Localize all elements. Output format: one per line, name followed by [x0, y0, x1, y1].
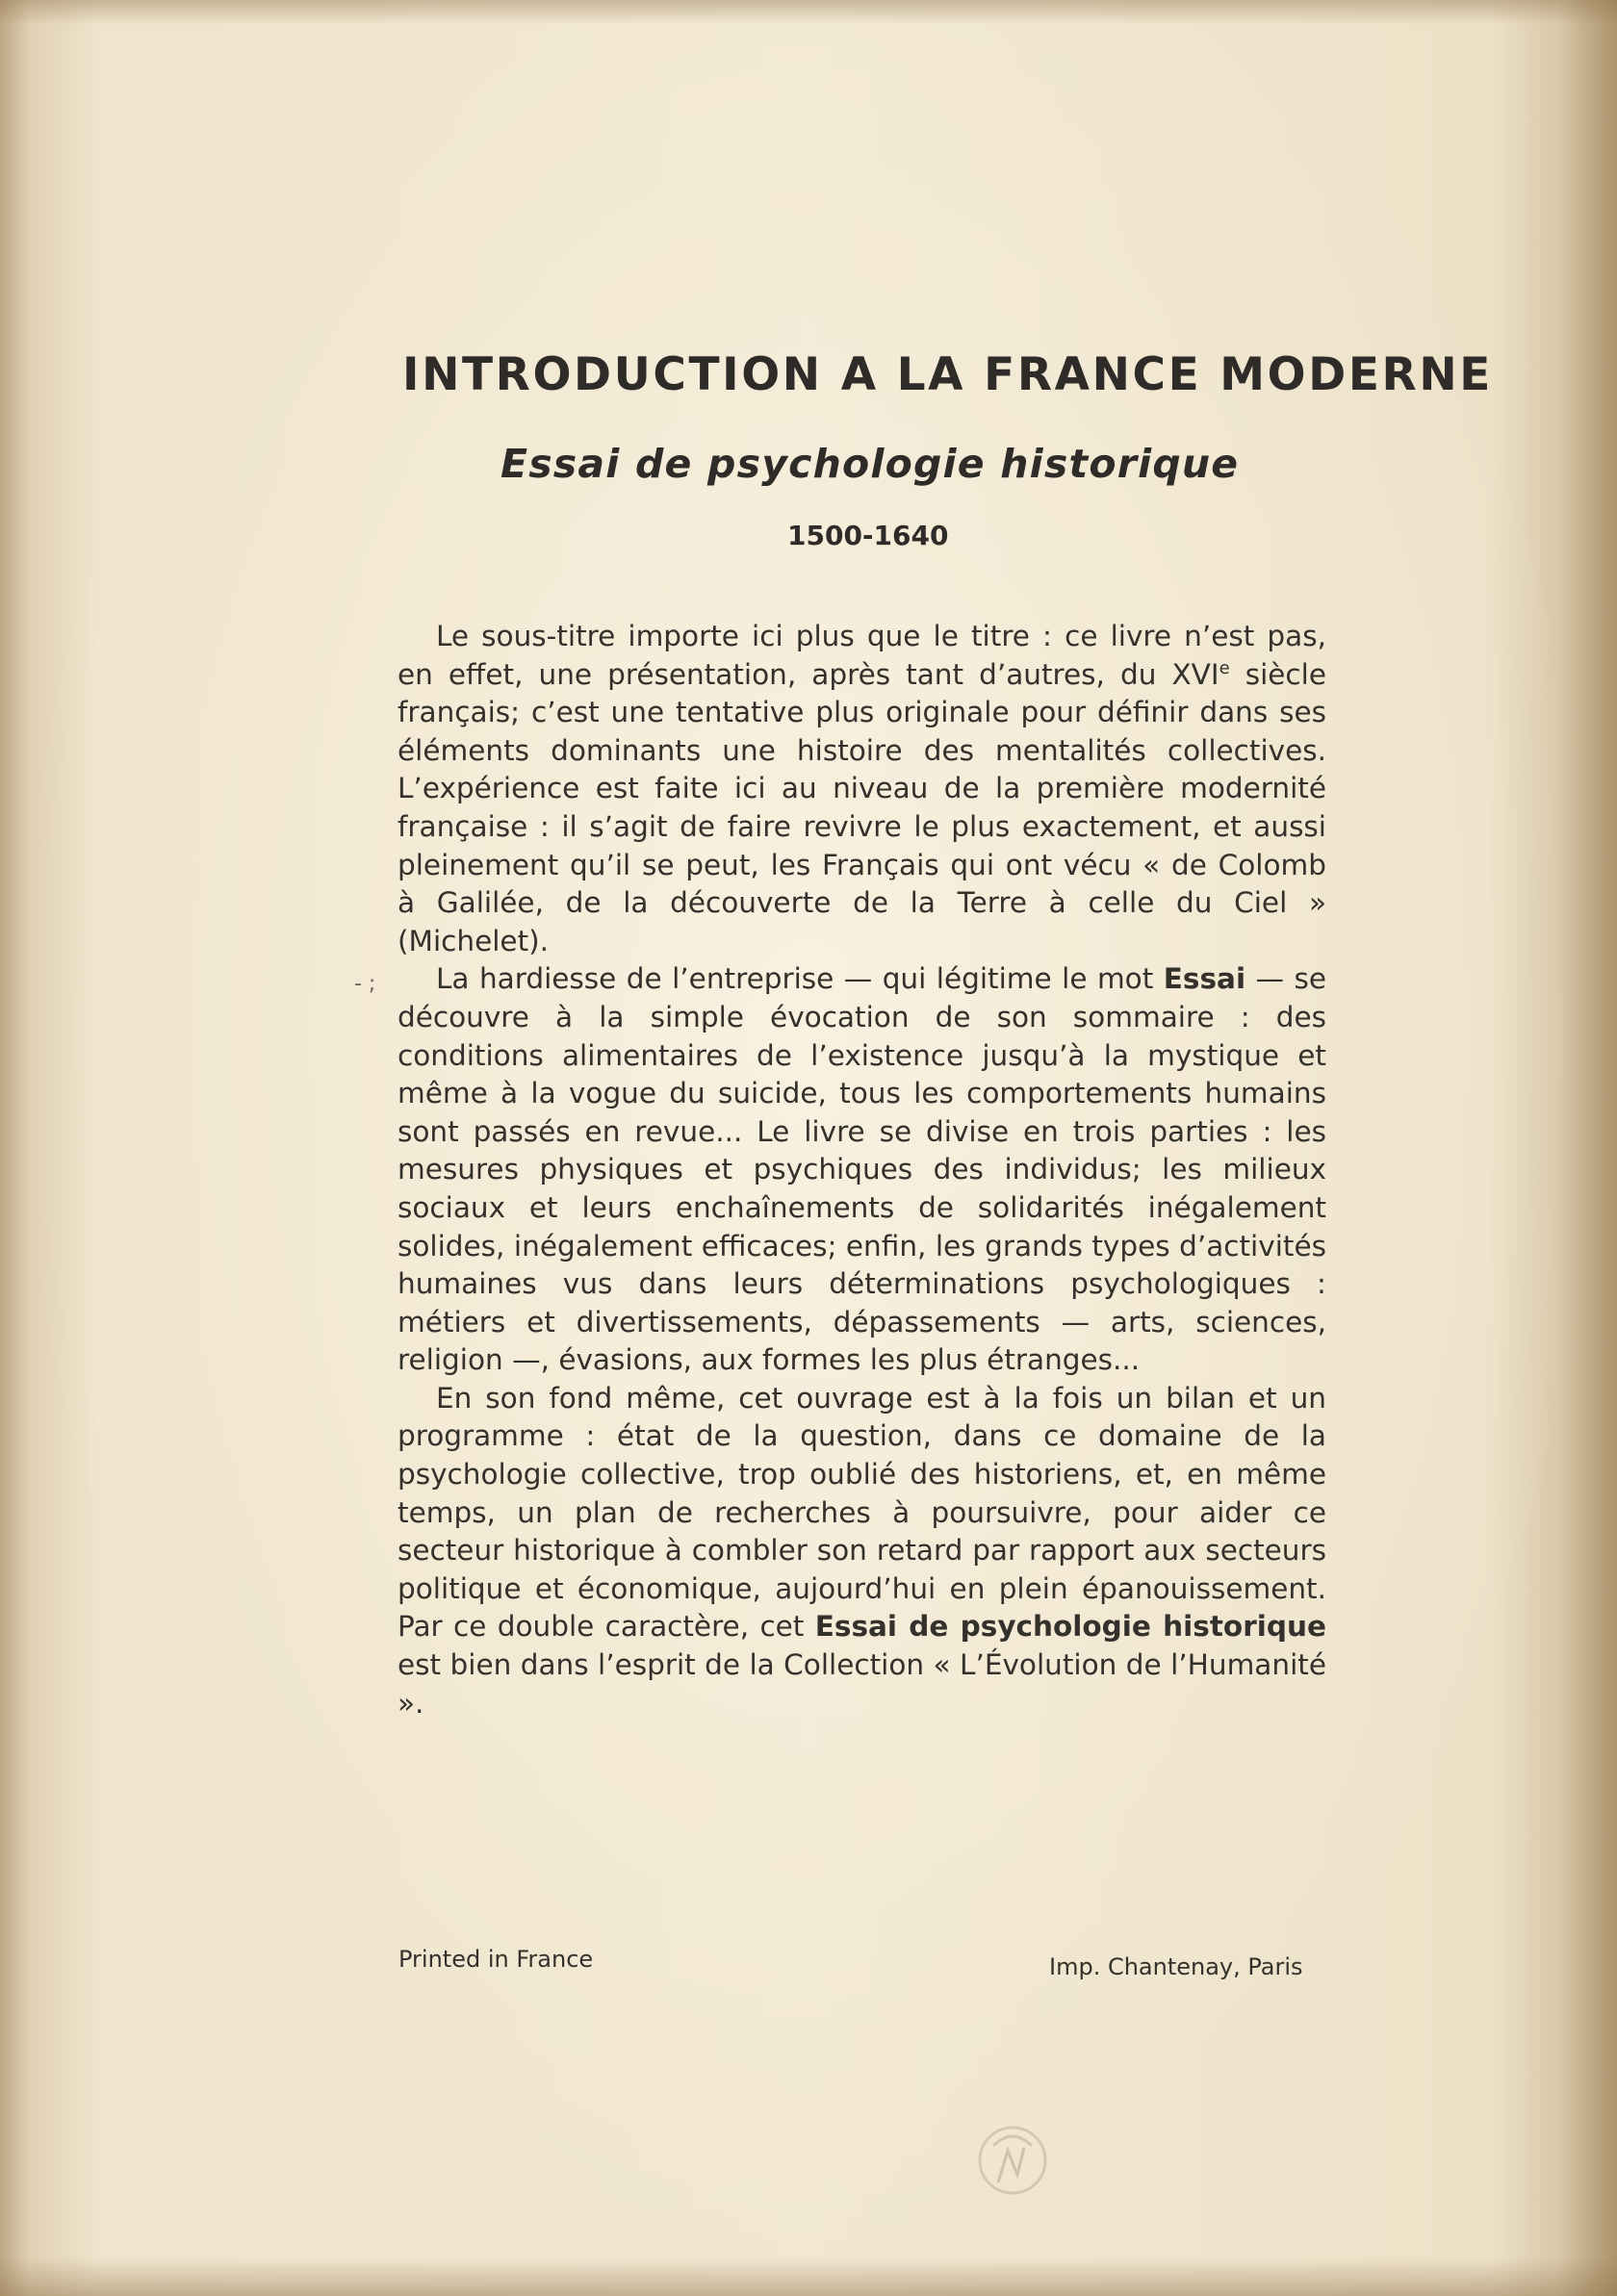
blurb-body [398, 618, 1326, 1722]
printed-in-label: Printed in France [398, 1946, 594, 1973]
blurb-p3-part-b: est bien dans l’esprit de la Collection « L’Évolution de l’Humanité ». [398, 1648, 1326, 1720]
blurb-p2-part-a: La hardiesse de l’entreprise — qui légitime le mot [436, 962, 1164, 996]
margin-pencil-mark: - ; [354, 972, 376, 996]
book-title: INTRODUCTION A LA FRANCE MODERNE [402, 348, 1493, 401]
book-dates: 1500-1640 [787, 520, 949, 551]
blurb-p3-bold: Essai de psychologie historique [814, 1610, 1326, 1644]
blurb-p2-part-b: — se découvre à la simple évocation de son sommaire : des conditions alimentaires de l’existence jusqu’à la mystique et même à la vogue du suicide, tous les comportements humains sont passés en revue... Le livre se divise en trois parties : les mesures physiques et psychiques des individus; les milieux sociaux et leurs enchaînements de solidarités inégalement solides, inégalement efficaces; enfin, les grands types d’activités humaines vus dans leurs déterminations psychologiques : métiers et divertissements, dépassements — arts, sciences, religion —, évasions, aux formes les plus étranges... [398, 962, 1326, 1377]
blurb-p1-superscript: e [1219, 657, 1230, 678]
blurb-paragraph-2 [398, 960, 1326, 1380]
blurb-p2-bold: Essai [1163, 962, 1246, 996]
blurb-p3-part-a: En son fond même, cet ouvrage est à la fois un bilan et un programme : état de la question, dans ce domaine de la psychologie collective, trop oublié des historiens, et, en même temps, un plan de recherches à poursuivre, pour aider ce secteur historique à combler son retard par rapport aux secteurs politique et économique, aujourd’hui en plein épanouissement. Par ce double caractère, cet [398, 1381, 1326, 1644]
paper-edge-shadow-bottom [0, 2258, 1617, 2296]
printer-label: Imp. Chantenay, Paris [1049, 1953, 1303, 1980]
paper-edge-shadow-top [0, 0, 1617, 25]
blurb-p1-part-a: Le sous-titre importe ici plus que le titre : ce livre n’est pas, en effet, une présentation, après tant d’autres, du XVI [398, 620, 1326, 691]
blurb-paragraph-1 [398, 618, 1326, 960]
paper-edge-shadow-left [0, 0, 29, 2296]
book-subtitle: Essai de psychologie historique [500, 441, 1240, 487]
paper-edge-shadow-right [1559, 0, 1617, 2296]
blurb-paragraph-3 [398, 1380, 1326, 1722]
blurb-p1-part-b: siècle français; c’est une tentative plus originale pour définir dans ses éléments dominants une histoire des mentalités collectives. L’expérience est faite ici au niveau de la première modernité française : il s’agit de faire revivre le plus exactement, et aussi pleinement qu’il se peut, les Français qui ont vécu « de Colomb à Galilée, de la découverte de la Terre à celle du Ciel » (Michelet). [398, 657, 1326, 957]
embossed-publisher-stamp-icon [964, 2107, 1061, 2204]
